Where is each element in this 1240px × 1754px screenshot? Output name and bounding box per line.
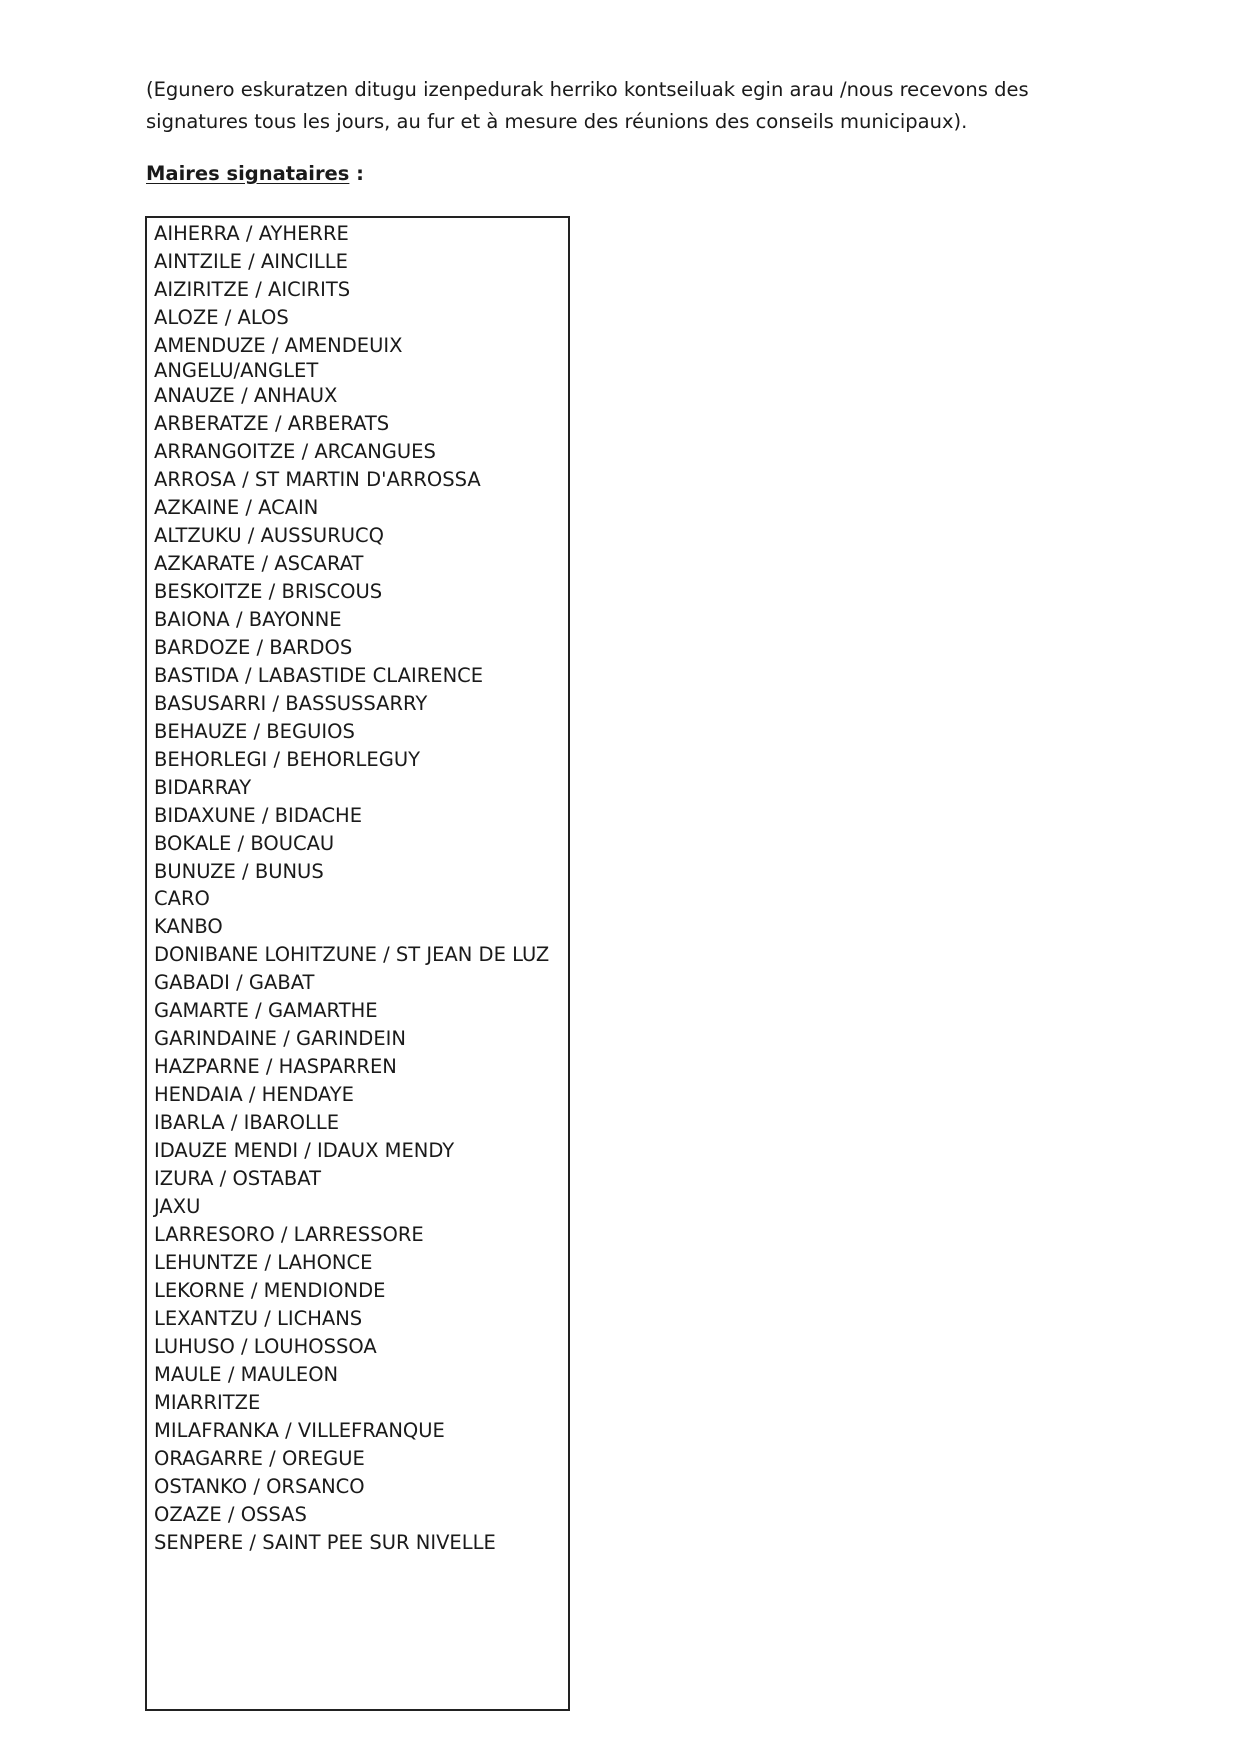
signatory-row: BESKOITZE / BRISCOUS <box>154 580 383 603</box>
signatory-row: AIZIRITZE / AICIRITS <box>154 278 351 301</box>
signatory-row: SENPERE / SAINT PEE SUR NIVELLE <box>154 1531 496 1554</box>
signatory-row: HENDAIA / HENDAYE <box>154 1083 354 1106</box>
signatory-row: AZKARATE / ASCARAT <box>154 552 364 575</box>
signatory-row: BAIONA / BAYONNE <box>154 608 342 631</box>
signatory-row: BOKALE / BOUCAU <box>154 832 335 855</box>
signatory-row: GAMARTE / GAMARTHE <box>154 999 378 1022</box>
signatory-row: LEKORNE / MENDIONDE <box>154 1279 386 1302</box>
signatory-row: IZURA / OSTABAT <box>154 1167 322 1190</box>
signatory-row: GARINDAINE / GARINDEIN <box>154 1027 406 1050</box>
signatory-row: ORAGARRE / OREGUE <box>154 1447 365 1470</box>
signatory-row: MAULE / MAULEON <box>154 1363 339 1386</box>
signatory-row: ARROSA / ST MARTIN D'ARROSSA <box>154 468 481 491</box>
signatory-row: BASUSARRI / BASSUSSARRY <box>154 692 428 715</box>
signatory-row: AZKAINE / ACAIN <box>154 496 319 519</box>
signatory-row: OSTANKO / ORSANCO <box>154 1475 365 1498</box>
signatory-row: BARDOZE / BARDOS <box>154 636 353 659</box>
signatory-row: MILAFRANKA / VILLEFRANQUE <box>154 1419 445 1442</box>
signatory-row: ARBERATZE / ARBERATS <box>154 412 390 435</box>
signatory-row: GABADI / GABAT <box>154 971 315 994</box>
signatory-row: BUNUZE / BUNUS <box>154 860 324 883</box>
signatories-table <box>145 216 570 1711</box>
signatory-row: BIDARRAY <box>154 776 252 799</box>
signatory-row: BASTIDA / LABASTIDE CLAIRENCE <box>154 664 484 687</box>
signatory-row: AINTZILE / AINCILLE <box>154 250 348 273</box>
signatory-row: MIARRITZE <box>154 1391 261 1414</box>
signatory-row: LUHUSO / LOUHOSSOA <box>154 1335 377 1358</box>
signatory-row: ALOZE / ALOS <box>154 306 289 329</box>
signatory-row: AIHERRA / AYHERRE <box>154 222 349 245</box>
signatory-row: KANBO <box>154 915 223 938</box>
signatory-row: JAXU <box>154 1195 201 1218</box>
signatory-row: BIDAXUNE / BIDACHE <box>154 804 363 827</box>
signatory-row: ALTZUKU / AUSSURUCQ <box>154 524 384 547</box>
section-heading-label: Maires signataires <box>146 162 350 185</box>
signatory-row: ANGELU/ANGLET <box>154 359 319 382</box>
signatory-row: DONIBANE LOHITZUNE / ST JEAN DE LUZ <box>154 943 550 966</box>
section-heading-suffix: : <box>349 162 364 185</box>
signatory-row: IDAUZE MENDI / IDAUX MENDY <box>154 1139 455 1162</box>
signatory-row: CARO <box>154 887 210 910</box>
signatory-row: LARRESORO / LARRESSORE <box>154 1223 424 1246</box>
signatory-row: OZAZE / OSSAS <box>154 1503 307 1526</box>
signatory-row: HAZPARNE / HASPARREN <box>154 1055 397 1078</box>
intro-paragraph: (Egunero eskuratzen ditugu izenpedurak herriko kontseiluak egin arau /nous recevons des signatures tous les jours, au fur et à mesure des réunions des conseils municipaux). <box>146 78 1029 133</box>
signatory-row: BEHORLEGI / BEHORLEGUY <box>154 748 421 771</box>
signatory-row: ANAUZE / ANHAUX <box>154 384 338 407</box>
signatory-row: AMENDUZE / AMENDEUIX <box>154 334 403 357</box>
signatory-row: ARRANGOITZE / ARCANGUES <box>154 440 436 463</box>
signatory-row: IBARLA / IBAROLLE <box>154 1111 340 1134</box>
signatory-row: LEHUNTZE / LAHONCE <box>154 1251 373 1274</box>
section-heading <box>146 160 364 188</box>
signatory-row: BEHAUZE / BEGUIOS <box>154 720 355 743</box>
signatory-row: LEXANTZU / LICHANS <box>154 1307 363 1330</box>
